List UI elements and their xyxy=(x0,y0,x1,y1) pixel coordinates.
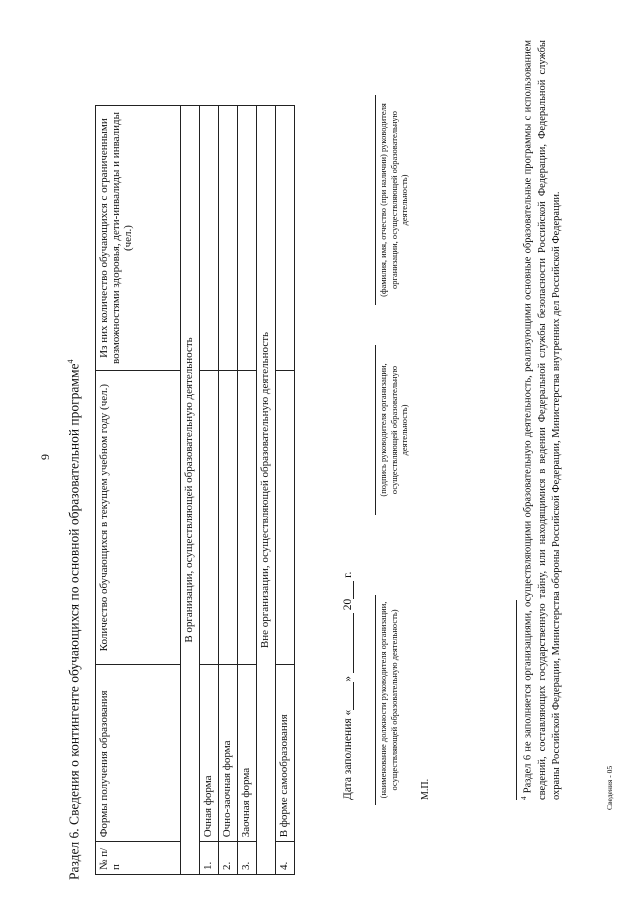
row-count-cell[interactable] xyxy=(200,371,219,665)
footnote-rule xyxy=(516,600,517,800)
date-year-suffix: г. xyxy=(342,571,354,578)
footer-tag: Сведения - 05 xyxy=(605,765,614,810)
date-year-blank[interactable] xyxy=(353,581,354,599)
row-num: 4. xyxy=(276,842,295,875)
date-year-prefix: 20 xyxy=(342,598,354,611)
row-disabled-cell[interactable] xyxy=(238,106,257,371)
footnote-mark: 4 xyxy=(520,796,528,800)
date-mid: » xyxy=(342,675,354,682)
name-caption: (фамилия, имя, отчество (при наличии) руководителя организации, осуществляющей образовательную деятельность) xyxy=(378,103,410,297)
signature-block xyxy=(375,345,410,515)
name-line[interactable] xyxy=(375,95,376,305)
section-outside-label: Вне организации, осуществляющей образовательную деятельность xyxy=(257,106,276,875)
signature-line[interactable] xyxy=(375,345,376,515)
title-footnote-mark: 4 xyxy=(66,359,75,364)
row-form: Очно-заочная форма xyxy=(219,665,238,842)
header-count: Количество обучающихся в текущем учебном году (чел.) xyxy=(96,371,181,665)
section-row-outside xyxy=(257,106,276,875)
row-num: 3. xyxy=(238,842,257,875)
table-row xyxy=(219,106,238,875)
row-disabled-cell[interactable] xyxy=(219,106,238,371)
row-count-cell[interactable] xyxy=(219,371,238,665)
row-count-cell[interactable] xyxy=(238,371,257,665)
table-row xyxy=(238,106,257,875)
table-row xyxy=(200,106,219,875)
page-number: 9 xyxy=(38,454,52,460)
row-num: 2. xyxy=(219,842,238,875)
row-count-cell[interactable] xyxy=(276,371,295,665)
date-day-blank[interactable] xyxy=(353,682,354,710)
footnote-text: Раздел 6 не заполняется организациями, осуществляющими образовательную деятельность, реализующими основные образовательные программы с использованием сведений, составляющих государственную тайну, или находящимися в ведении Федеральной службы безопасности Российской Федерации, Федеральной службы охраны Российской Федерации, Министерства обороны Российской Федерации, Министерства внутренних дел Российской Федерации. xyxy=(522,40,562,800)
signature-caption: (подпись руководителя организации, осуществляющей образовательную деятельность) xyxy=(378,363,410,497)
fill-date-line xyxy=(342,572,354,800)
row-num: 1. xyxy=(200,842,219,875)
table-header-row xyxy=(96,106,181,875)
section-inside-label: В организации, осуществляющей образовательную деятельность xyxy=(181,106,200,875)
row-form: В форме самообразования xyxy=(276,665,295,842)
position-line[interactable] xyxy=(375,595,376,805)
header-form: Формы получения образования xyxy=(96,665,181,842)
position-caption: (наименование должности руководителя организации, осуществляющей образовательную деятельность) xyxy=(378,601,399,799)
footnote xyxy=(520,40,564,800)
stamp-place: М.П. xyxy=(420,778,431,800)
name-signature-block xyxy=(375,95,410,305)
date-month-blank[interactable] xyxy=(353,613,354,673)
position-signature-block xyxy=(375,595,399,805)
row-disabled-cell[interactable] xyxy=(200,106,219,371)
contingent-table xyxy=(95,105,295,875)
section-row-inside xyxy=(181,106,200,875)
section-title-text: Раздел 6. Сведения о контингенте обучающихся по основной образовательной программе xyxy=(66,363,82,880)
header-disabled: Из них количество обучающихся с ограниченными возможностями здоровья, дети-инвалиды и инвалиды (чел.) xyxy=(96,106,181,371)
table-row xyxy=(276,106,295,875)
header-num: № п/п xyxy=(96,842,181,875)
date-label: Дата заполнения « xyxy=(342,709,354,800)
row-form: Заочная форма xyxy=(238,665,257,842)
row-form: Очная форма xyxy=(200,665,219,842)
row-disabled-cell[interactable] xyxy=(276,106,295,371)
section-title xyxy=(66,359,83,880)
